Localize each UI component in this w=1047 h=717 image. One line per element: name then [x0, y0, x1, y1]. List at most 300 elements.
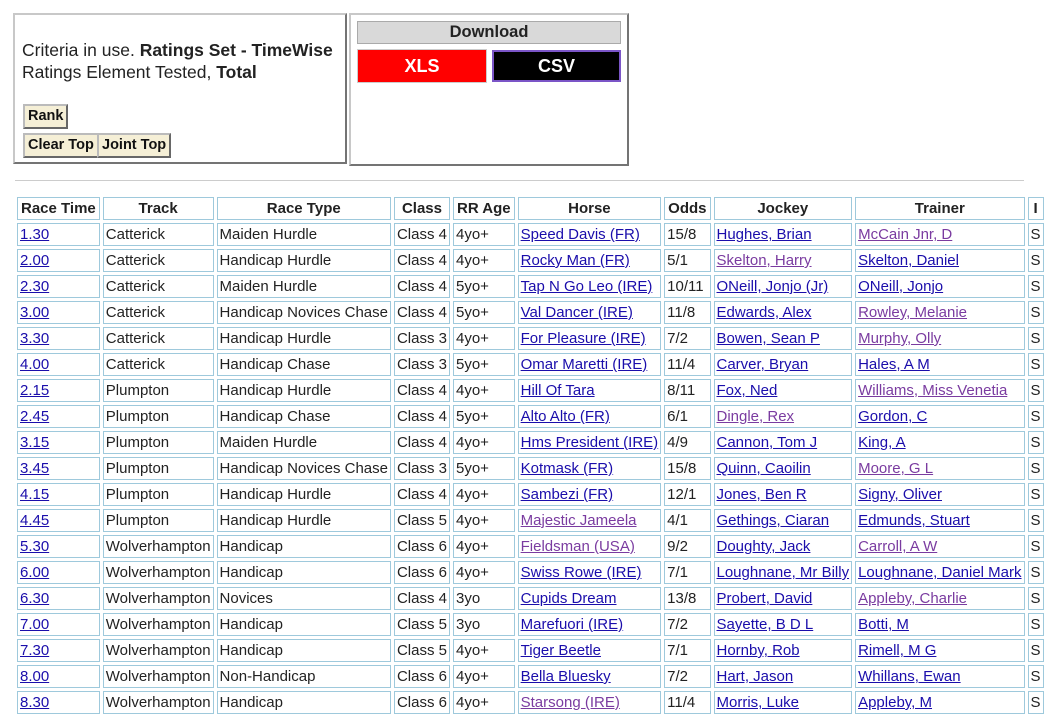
track-cell: Plumpton	[103, 457, 214, 480]
jockey-cell	[714, 379, 853, 402]
class-cell: Class 4	[394, 587, 450, 610]
horse-cell	[518, 665, 662, 688]
criteria-panel	[13, 13, 347, 164]
race-time-cell	[17, 613, 100, 636]
class-cell: Class 4	[394, 301, 450, 324]
race-time-link[interactable]: 8.30	[20, 694, 50, 711]
jockey-link[interactable]: Hornby, Rob	[716, 642, 800, 659]
track-cell: Catterick	[103, 353, 214, 376]
horse-cell	[518, 405, 662, 428]
race-time-link[interactable]: 7.30	[20, 642, 50, 659]
jockey-cell	[714, 665, 853, 688]
race-type-cell: Handicap Chase	[217, 353, 391, 376]
horse-link[interactable]: Hms President (IRE)	[520, 434, 659, 451]
trainer-link[interactable]: Murphy, Olly	[858, 330, 942, 347]
race-time-cell	[17, 405, 100, 428]
race-type-cell: Handicap Novices Chase	[217, 457, 391, 480]
trainer-cell	[855, 301, 1024, 324]
trainer-link[interactable]: Rowley, Melanie	[858, 304, 968, 321]
race-type-cell: Handicap	[217, 691, 391, 714]
table-row	[17, 275, 1044, 298]
odds-cell: 11/4	[664, 353, 710, 376]
table-row	[17, 535, 1044, 558]
ratings-element-value: Total	[216, 62, 257, 82]
trainer-link[interactable]: Appleby, M	[858, 694, 933, 711]
race-time-cell	[17, 691, 100, 714]
race-time-cell	[17, 665, 100, 688]
horse-cell	[518, 483, 662, 506]
race-type-cell: Handicap	[217, 561, 391, 584]
track-cell: Catterick	[103, 327, 214, 350]
trainer-cell	[855, 483, 1024, 506]
extra-cell: S	[1028, 275, 1044, 298]
trainer-link[interactable]: ONeill, Jonjo	[858, 278, 944, 295]
track-cell: Plumpton	[103, 405, 214, 428]
rr-age-cell: 5yo+	[453, 457, 515, 480]
rank-button[interactable]: Rank	[23, 104, 68, 129]
class-cell: Class 4	[394, 379, 450, 402]
jockey-cell	[714, 613, 853, 636]
rr-age-cell: 3yo	[453, 587, 515, 610]
table-row	[17, 561, 1044, 584]
trainer-link[interactable]: Edmunds, Stuart	[858, 512, 970, 529]
race-time-link[interactable]: 2.00	[20, 252, 50, 269]
col-header-odds[interactable]: Odds	[664, 197, 710, 220]
race-type-cell: Maiden Hurdle	[217, 431, 391, 454]
col-header-extra[interactable]: I	[1028, 197, 1044, 220]
race-time-link[interactable]: 3.45	[20, 460, 50, 477]
race-time-link[interactable]: 6.30	[20, 590, 50, 607]
col-header-jockey[interactable]: Jockey	[714, 197, 853, 220]
race-time-link[interactable]: 3.15	[20, 434, 50, 451]
jockey-cell	[714, 639, 853, 662]
odds-cell: 7/2	[664, 665, 710, 688]
jockey-link[interactable]: Hughes, Brian	[716, 226, 812, 243]
jockey-cell	[714, 353, 853, 376]
table-row	[17, 665, 1044, 688]
jockey-link[interactable]: Hart, Jason	[716, 668, 794, 685]
race-time-cell	[17, 561, 100, 584]
trainer-cell	[855, 223, 1024, 246]
horse-link[interactable]: Val Dancer (IRE)	[520, 304, 633, 321]
col-header-rr-age[interactable]: RR Age	[453, 197, 515, 220]
race-time-link[interactable]: 3.30	[20, 330, 50, 347]
race-time-link[interactable]: 2.45	[20, 408, 50, 425]
joint-top-button[interactable]: Joint Top	[97, 133, 171, 158]
rr-age-cell: 4yo+	[453, 639, 515, 662]
extra-cell: S	[1028, 509, 1044, 532]
horse-link[interactable]: Rocky Man (FR)	[520, 252, 630, 269]
horse-cell	[518, 457, 662, 480]
race-time-cell	[17, 275, 100, 298]
extra-cell: S	[1028, 483, 1044, 506]
jockey-link[interactable]: Dingle, Rex	[716, 408, 795, 425]
table-row	[17, 223, 1044, 246]
horse-cell	[518, 249, 662, 272]
table-row	[17, 613, 1044, 636]
jockey-link[interactable]: Sayette, B D L	[716, 616, 814, 633]
trainer-cell	[855, 327, 1024, 350]
trainer-cell	[855, 535, 1024, 558]
race-time-link[interactable]: 4.15	[20, 486, 50, 503]
odds-cell: 13/8	[664, 587, 710, 610]
race-type-cell: Non-Handicap	[217, 665, 391, 688]
table-row	[17, 457, 1044, 480]
table-row	[17, 691, 1044, 714]
rr-age-cell: 4yo+	[453, 535, 515, 558]
track-cell: Wolverhampton	[103, 691, 214, 714]
rr-age-cell: 4yo+	[453, 431, 515, 454]
class-cell: Class 4	[394, 405, 450, 428]
race-time-cell	[17, 353, 100, 376]
trainer-cell	[855, 275, 1024, 298]
class-cell: Class 4	[394, 275, 450, 298]
extra-cell: S	[1028, 639, 1044, 662]
race-time-link[interactable]: 3.00	[20, 304, 50, 321]
trainer-cell	[855, 249, 1024, 272]
track-cell: Catterick	[103, 275, 214, 298]
extra-cell: S	[1028, 613, 1044, 636]
jockey-link[interactable]: Gethings, Ciaran	[716, 512, 830, 529]
jockey-link[interactable]: Fox, Ned	[716, 382, 778, 399]
rr-age-cell: 4yo+	[453, 379, 515, 402]
class-cell: Class 5	[394, 639, 450, 662]
class-cell: Class 5	[394, 613, 450, 636]
odds-cell: 7/1	[664, 561, 710, 584]
race-time-link[interactable]: 2.15	[20, 382, 50, 399]
race-time-cell	[17, 535, 100, 558]
col-header-race-time[interactable]: Race Time	[17, 197, 100, 220]
odds-cell: 12/1	[664, 483, 710, 506]
table-row	[17, 431, 1044, 454]
rr-age-cell: 4yo+	[453, 509, 515, 532]
horse-cell	[518, 301, 662, 324]
jockey-link[interactable]: Edwards, Alex	[716, 304, 812, 321]
track-cell: Plumpton	[103, 431, 214, 454]
class-cell: Class 6	[394, 535, 450, 558]
horse-link[interactable]: Swiss Rowe (IRE)	[520, 564, 642, 581]
horse-link[interactable]: Kotmask (FR)	[520, 460, 614, 477]
race-time-link[interactable]: 1.30	[20, 226, 50, 243]
race-time-cell	[17, 483, 100, 506]
extra-cell: S	[1028, 535, 1044, 558]
trainer-cell	[855, 353, 1024, 376]
odds-cell: 5/1	[664, 249, 710, 272]
trainer-link[interactable]: Loughnane, Daniel Mark	[858, 564, 1022, 581]
horse-cell	[518, 275, 662, 298]
jockey-cell	[714, 249, 853, 272]
download-csv-button[interactable]: CSV	[492, 50, 621, 82]
criteria-text	[22, 39, 333, 83]
race-type-cell: Handicap Hurdle	[217, 509, 391, 532]
trainer-cell	[855, 613, 1024, 636]
trainer-link[interactable]: King, A	[858, 434, 906, 451]
class-cell: Class 6	[394, 665, 450, 688]
jockey-link[interactable]: Skelton, Harry	[716, 252, 812, 269]
race-time-link[interactable]: 7.00	[20, 616, 50, 633]
rr-age-cell: 4yo+	[453, 665, 515, 688]
odds-cell: 11/8	[664, 301, 710, 324]
race-time-link[interactable]: 5.30	[20, 538, 50, 555]
race-type-cell: Handicap Novices Chase	[217, 301, 391, 324]
criteria-label: Criteria in use.	[22, 40, 140, 60]
horse-link[interactable]: Omar Maretti (IRE)	[520, 356, 648, 373]
rr-age-cell: 4yo+	[453, 249, 515, 272]
jockey-cell	[714, 405, 853, 428]
ratings-set-value: Ratings Set - TimeWise	[139, 40, 333, 60]
odds-cell: 7/2	[664, 327, 710, 350]
horse-link[interactable]: Speed Davis (FR)	[520, 226, 640, 243]
jockey-link[interactable]: ONeill, Jonjo (Jr)	[716, 278, 829, 295]
jockey-cell	[714, 535, 853, 558]
trainer-link[interactable]: Rimell, M G	[858, 642, 937, 659]
track-cell: Wolverhampton	[103, 535, 214, 558]
col-header-track[interactable]: Track	[103, 197, 214, 220]
jockey-link[interactable]: Jones, Ben R	[716, 486, 807, 503]
clear-top-button[interactable]: Clear Top	[23, 133, 99, 158]
extra-cell: S	[1028, 691, 1044, 714]
download-panel	[349, 13, 629, 166]
table-row	[17, 587, 1044, 610]
odds-cell: 6/1	[664, 405, 710, 428]
trainer-link[interactable]: Gordon, C	[858, 408, 928, 425]
jockey-cell	[714, 587, 853, 610]
trainer-link[interactable]: Hales, A M	[858, 356, 930, 373]
track-cell: Wolverhampton	[103, 587, 214, 610]
odds-cell: 9/2	[664, 535, 710, 558]
table-row	[17, 353, 1044, 376]
extra-cell: S	[1028, 327, 1044, 350]
extra-cell: S	[1028, 249, 1044, 272]
table-row	[17, 249, 1044, 272]
class-cell: Class 6	[394, 691, 450, 714]
extra-cell: S	[1028, 379, 1044, 402]
race-time-cell	[17, 457, 100, 480]
race-time-link[interactable]: 4.45	[20, 512, 50, 529]
track-cell: Catterick	[103, 223, 214, 246]
horse-cell	[518, 639, 662, 662]
race-type-cell: Maiden Hurdle	[217, 223, 391, 246]
jockey-cell	[714, 691, 853, 714]
odds-cell: 4/9	[664, 431, 710, 454]
class-cell: Class 4	[394, 249, 450, 272]
trainer-cell	[855, 691, 1024, 714]
track-cell: Plumpton	[103, 483, 214, 506]
table-row	[17, 301, 1044, 324]
jockey-link[interactable]: Cannon, Tom J	[716, 434, 818, 451]
horse-cell	[518, 561, 662, 584]
race-type-cell: Handicap Hurdle	[217, 327, 391, 350]
rr-age-cell: 5yo+	[453, 301, 515, 324]
class-cell: Class 4	[394, 223, 450, 246]
trainer-cell	[855, 639, 1024, 662]
horse-cell	[518, 691, 662, 714]
results-body	[17, 223, 1044, 714]
horse-cell	[518, 431, 662, 454]
trainer-link[interactable]: Signy, Oliver	[858, 486, 942, 503]
track-cell: Wolverhampton	[103, 613, 214, 636]
col-header-race-type[interactable]: Race Type	[217, 197, 391, 220]
jockey-cell	[714, 275, 853, 298]
rr-age-cell: 3yo	[453, 613, 515, 636]
rr-age-cell: 5yo+	[453, 405, 515, 428]
trainer-link[interactable]: Appleby, Charlie	[858, 590, 968, 607]
trainer-cell	[855, 379, 1024, 402]
horse-link[interactable]: Tiger Beetle	[520, 642, 601, 659]
table-row	[17, 509, 1044, 532]
race-time-link[interactable]: 4.00	[20, 356, 50, 373]
odds-cell: 7/2	[664, 613, 710, 636]
class-cell: Class 6	[394, 561, 450, 584]
table-header-row	[17, 197, 1044, 220]
trainer-cell	[855, 457, 1024, 480]
jockey-link[interactable]: Loughnane, Mr Billy	[716, 564, 850, 581]
horse-link[interactable]: Alto Alto (FR)	[520, 408, 610, 425]
race-time-cell	[17, 509, 100, 532]
race-type-cell: Handicap	[217, 613, 391, 636]
race-type-cell: Maiden Hurdle	[217, 275, 391, 298]
horse-link[interactable]: Hill Of Tara	[520, 382, 595, 399]
jockey-cell	[714, 509, 853, 532]
jockey-link[interactable]: Carver, Bryan	[716, 356, 809, 373]
horse-cell	[518, 535, 662, 558]
rr-age-cell: 4yo+	[453, 561, 515, 584]
race-time-link[interactable]: 2.30	[20, 278, 50, 295]
trainer-link[interactable]: Moore, G L	[858, 460, 934, 477]
race-type-cell: Handicap	[217, 535, 391, 558]
race-time-cell	[17, 379, 100, 402]
trainer-link[interactable]: Botti, M	[858, 616, 909, 633]
jockey-link[interactable]: Probert, David	[716, 590, 813, 607]
jockey-cell	[714, 223, 853, 246]
race-time-cell	[17, 587, 100, 610]
race-time-cell	[17, 639, 100, 662]
odds-cell: 11/4	[664, 691, 710, 714]
trainer-cell	[855, 665, 1024, 688]
extra-cell: S	[1028, 665, 1044, 688]
col-header-class[interactable]: Class	[394, 197, 450, 220]
horse-link[interactable]: Bella Bluesky	[520, 668, 611, 685]
results-section	[15, 180, 1041, 717]
track-cell: Catterick	[103, 301, 214, 324]
trainer-cell	[855, 561, 1024, 584]
rr-age-cell: 4yo+	[453, 691, 515, 714]
class-cell: Class 3	[394, 457, 450, 480]
horse-link[interactable]: For Pleasure (IRE)	[520, 330, 646, 347]
jockey-cell	[714, 301, 853, 324]
extra-cell: S	[1028, 405, 1044, 428]
col-header-trainer[interactable]: Trainer	[855, 197, 1024, 220]
jockey-link[interactable]: Doughty, Jack	[716, 538, 811, 555]
odds-cell: 8/11	[664, 379, 710, 402]
jockey-cell	[714, 327, 853, 350]
race-time-cell	[17, 249, 100, 272]
horse-link[interactable]: Fieldsman (USA)	[520, 538, 635, 555]
download-xls-button[interactable]: XLS	[358, 50, 486, 82]
table-row	[17, 405, 1044, 428]
track-cell: Plumpton	[103, 379, 214, 402]
race-type-cell: Handicap Hurdle	[217, 483, 391, 506]
rr-age-cell: 4yo+	[453, 483, 515, 506]
trainer-cell	[855, 509, 1024, 532]
extra-cell: S	[1028, 561, 1044, 584]
table-row	[17, 379, 1044, 402]
track-cell: Catterick	[103, 249, 214, 272]
odds-cell: 15/8	[664, 223, 710, 246]
track-cell: Wolverhampton	[103, 665, 214, 688]
extra-cell: S	[1028, 301, 1044, 324]
results-table	[14, 194, 1047, 717]
class-cell: Class 5	[394, 509, 450, 532]
race-type-cell: Novices	[217, 587, 391, 610]
class-cell: Class 4	[394, 483, 450, 506]
trainer-link[interactable]: Skelton, Daniel	[858, 252, 959, 269]
col-header-horse[interactable]: Horse	[518, 197, 662, 220]
class-cell: Class 4	[394, 431, 450, 454]
horse-link[interactable]: Marefuori (IRE)	[520, 616, 624, 633]
extra-cell: S	[1028, 223, 1044, 246]
table-row	[17, 639, 1044, 662]
extra-cell: S	[1028, 587, 1044, 610]
jockey-cell	[714, 483, 853, 506]
horse-cell	[518, 327, 662, 350]
trainer-cell	[855, 431, 1024, 454]
ratings-element-label: Ratings Element Tested,	[22, 62, 217, 82]
download-header: Download	[357, 21, 621, 44]
odds-cell: 7/1	[664, 639, 710, 662]
class-cell: Class 3	[394, 327, 450, 350]
rr-age-cell: 5yo+	[453, 275, 515, 298]
horse-link[interactable]: Majestic Jameela	[520, 512, 637, 529]
jockey-link[interactable]: Morris, Luke	[716, 694, 800, 711]
horse-link[interactable]: Tap N Go Leo (IRE)	[520, 278, 653, 295]
trainer-cell	[855, 405, 1024, 428]
trainer-link[interactable]: Williams, Miss Venetia	[858, 382, 1008, 399]
jockey-link[interactable]: Quinn, Caoilin	[716, 460, 811, 477]
class-cell: Class 3	[394, 353, 450, 376]
rr-age-cell: 4yo+	[453, 223, 515, 246]
extra-cell: S	[1028, 353, 1044, 376]
race-time-link[interactable]: 6.00	[20, 564, 50, 581]
jockey-cell	[714, 457, 853, 480]
table-row	[17, 483, 1044, 506]
odds-cell: 10/11	[664, 275, 710, 298]
race-time-cell	[17, 327, 100, 350]
horse-cell	[518, 379, 662, 402]
horse-link[interactable]: Sambezi (FR)	[520, 486, 614, 503]
race-type-cell: Handicap	[217, 639, 391, 662]
trainer-link[interactable]: McCain Jnr, D	[858, 226, 953, 243]
race-time-cell	[17, 223, 100, 246]
trainer-link[interactable]: Carroll, A W	[858, 538, 938, 555]
table-row	[17, 327, 1044, 350]
jockey-cell	[714, 561, 853, 584]
race-type-cell: Handicap Hurdle	[217, 249, 391, 272]
horse-link[interactable]: Starsong (IRE)	[520, 694, 620, 711]
horse-cell	[518, 353, 662, 376]
odds-cell: 15/8	[664, 457, 710, 480]
jockey-link[interactable]: Bowen, Sean P	[716, 330, 820, 347]
horse-cell	[518, 223, 662, 246]
race-time-link[interactable]: 8.00	[20, 668, 50, 685]
extra-cell: S	[1028, 457, 1044, 480]
horse-link[interactable]: Cupids Dream	[520, 590, 617, 607]
horse-cell	[518, 509, 662, 532]
rr-age-cell: 5yo+	[453, 353, 515, 376]
race-time-cell	[17, 431, 100, 454]
race-type-cell: Handicap Hurdle	[217, 379, 391, 402]
trainer-link[interactable]: Whillans, Ewan	[858, 668, 961, 685]
